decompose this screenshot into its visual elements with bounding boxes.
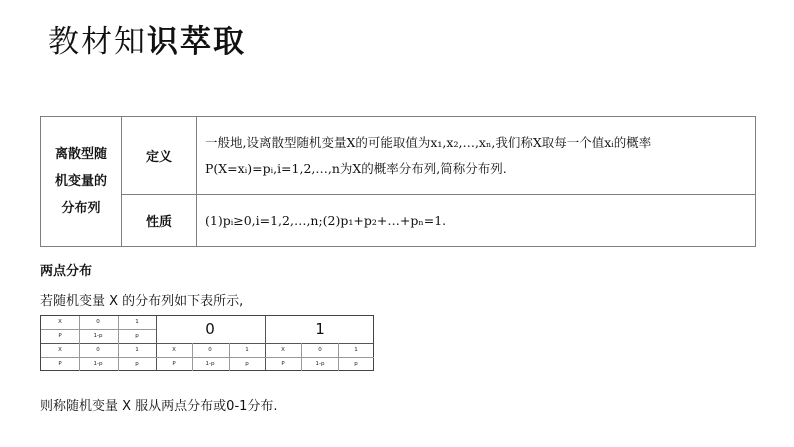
mini-tl-v1 bbox=[79, 316, 80, 343]
mini-bm-hline bbox=[156, 357, 265, 358]
distribution-grid bbox=[40, 315, 374, 371]
mini-bm-v1 bbox=[192, 343, 193, 371]
intro-text: 若随机变量 X 的分布列如下表所示, bbox=[40, 294, 244, 309]
concept-line-3: 分布列 bbox=[61, 201, 101, 216]
mini-tl-pv: p bbox=[135, 333, 139, 339]
big-value-0: 0 bbox=[205, 320, 215, 338]
mini-bm-v2 bbox=[229, 343, 230, 371]
mini-br-p: P bbox=[281, 361, 285, 367]
definition-line-1: 一般地,设离散型随机变量X的可能取值为x₁,x₂,…,xₙ,我们称X取每一个值xᵢ的概率 bbox=[205, 134, 652, 150]
mini-bm-1p: 1-p bbox=[205, 361, 215, 367]
mini-bm-1: 1 bbox=[245, 347, 249, 353]
section-heading: 两点分布 bbox=[40, 264, 93, 279]
mini-bl-v1 bbox=[79, 343, 80, 371]
mini-br-v2 bbox=[338, 343, 339, 371]
mini-br-v1 bbox=[301, 343, 302, 371]
mini-bl-1: 1 bbox=[135, 347, 139, 353]
mini-tl-hline bbox=[41, 329, 156, 330]
big-value-1: 1 bbox=[315, 320, 325, 338]
mini-tl-1p: 1-p bbox=[93, 333, 103, 339]
mini-tl-1: 1 bbox=[135, 319, 139, 325]
grid-divider-mid bbox=[41, 343, 373, 344]
mini-bm-0: 0 bbox=[208, 347, 212, 353]
page-title-part2: 识萃取 bbox=[147, 24, 246, 60]
mini-bm-x: X bbox=[172, 347, 176, 353]
mini-br-x: X bbox=[281, 347, 285, 353]
mini-bl-1p: 1-p bbox=[93, 361, 103, 367]
mini-bl-p: P bbox=[58, 361, 62, 367]
concept-cell bbox=[41, 117, 122, 247]
definition-label: 定义 bbox=[122, 117, 197, 195]
mini-br-pv: p bbox=[354, 361, 358, 367]
mini-bl-x: X bbox=[58, 347, 62, 353]
mini-bl-hline bbox=[41, 357, 156, 358]
mini-bm-p: P bbox=[172, 361, 176, 367]
mini-bl-0: 0 bbox=[96, 347, 100, 353]
mini-tl-p: P bbox=[58, 333, 62, 339]
mini-tl-0: 0 bbox=[96, 319, 100, 325]
page-title-part1: 教材知 bbox=[48, 24, 147, 60]
definition-line-2: P(X=xᵢ)=pᵢ,i=1,2,…,n为X的概率分布列,简称分布列. bbox=[205, 160, 507, 176]
property-label: 性质 bbox=[122, 195, 197, 247]
mini-br-hline bbox=[265, 357, 374, 358]
mini-bl-v2 bbox=[118, 343, 119, 371]
mini-tl-x: X bbox=[58, 319, 62, 325]
mini-br-1p: 1-p bbox=[315, 361, 325, 367]
mini-tl-v2 bbox=[118, 316, 119, 343]
mini-bl-pv: p bbox=[135, 361, 139, 367]
mini-bm-pv: p bbox=[245, 361, 249, 367]
concept-line-1: 离散型随 bbox=[54, 147, 107, 162]
concept-table bbox=[40, 116, 756, 247]
concept-line-2: 机变量的 bbox=[54, 174, 107, 189]
definition-content bbox=[197, 117, 756, 195]
mini-br-1: 1 bbox=[354, 347, 358, 353]
outro-text: 则称随机变量 X 服从两点分布或0-1分布. bbox=[40, 399, 278, 414]
mini-br-0: 0 bbox=[318, 347, 322, 353]
property-content: (1)pᵢ≥0,i=1,2,…,n;(2)p₁+p₂+…+pₙ=1. bbox=[197, 195, 756, 247]
page-title bbox=[48, 16, 246, 61]
